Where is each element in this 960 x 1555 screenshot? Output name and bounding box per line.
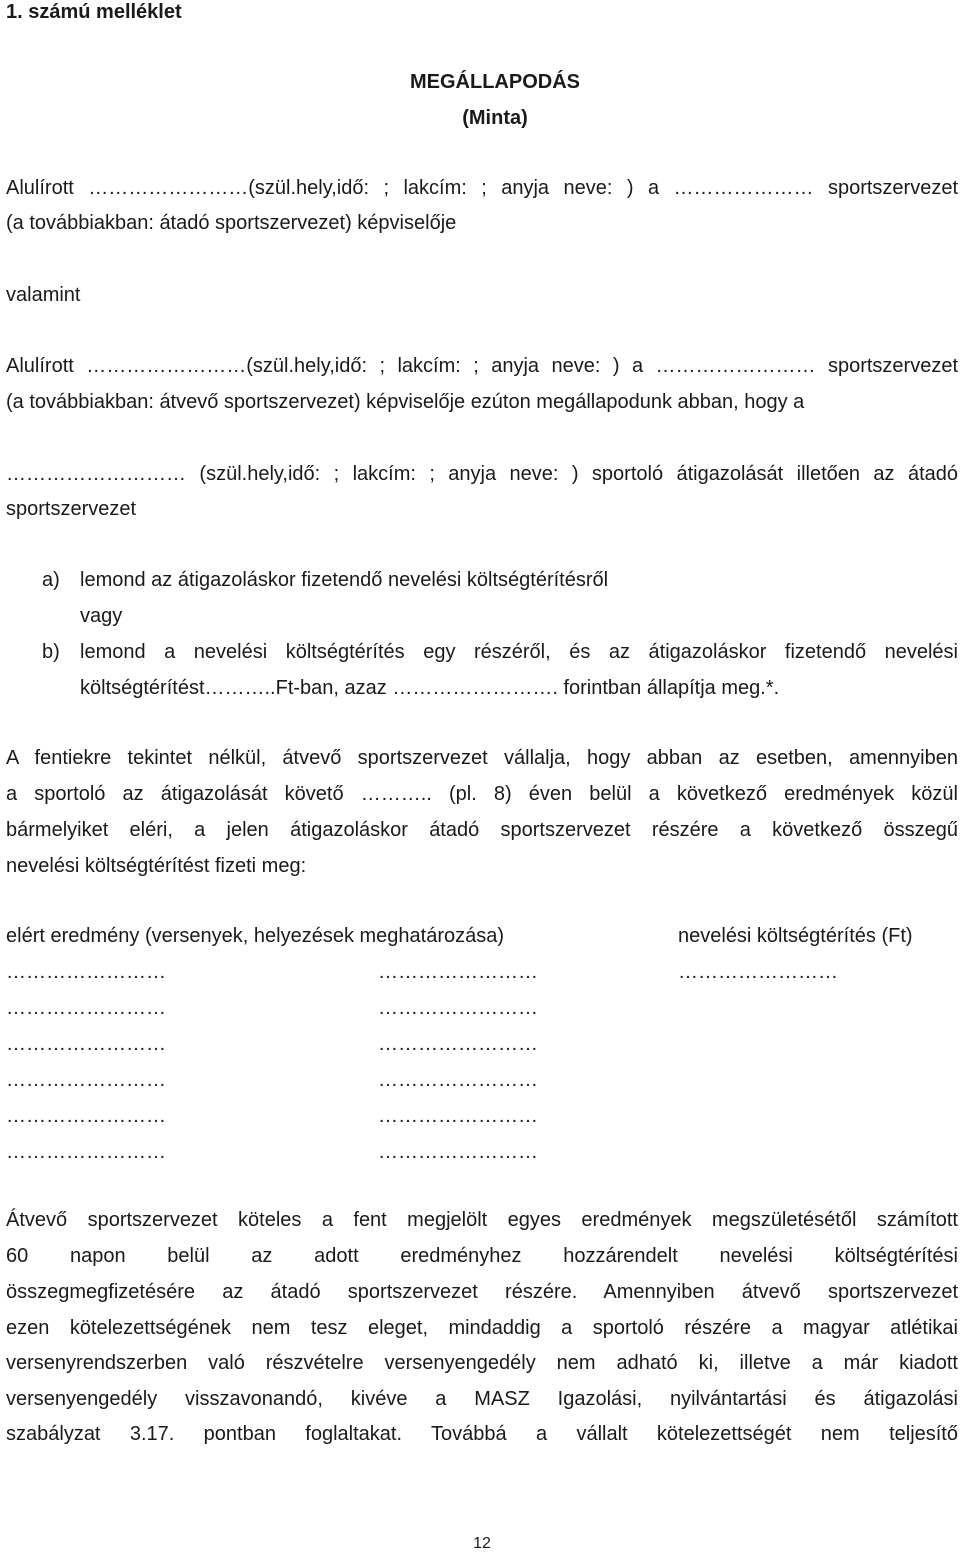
paragraph2-line3: összegmegfizetésére az átadó sportszervezet részére. Amennyiben átvevő sportszervezet bbox=[6, 1281, 958, 1303]
party1-line1: Alulírott ……………………(szül.hely,idő: ; lakcím: ; anyja neve: ) a ………………… sportszervezet bbox=[6, 177, 958, 199]
paragraph2-line5: versenyrendszerben való részvételre versenyengedély nem adható ki, illetve a már kiadott bbox=[6, 1352, 958, 1374]
table-cell: …………………… bbox=[6, 1069, 166, 1091]
table-cell: …………………… bbox=[378, 961, 538, 983]
athlete-line2: sportszervezet bbox=[6, 498, 137, 520]
document-title: MEGÁLLAPODÁS bbox=[410, 71, 580, 93]
annex-label: 1. számú melléklet bbox=[6, 1, 182, 23]
option-b-line1: lemond a nevelési költségtérítés egy részéről, és az átigazoláskor fizetendő nevelési bbox=[80, 641, 958, 663]
table-cell: …………………… bbox=[378, 1033, 538, 1055]
table-cell: …………………… bbox=[378, 1069, 538, 1091]
table-cell: …………………… bbox=[378, 1105, 538, 1127]
paragraph2-line4: ezen kötelezettségének nem tesz eleget, mindaddig a sportoló részére a magyar atlétikai bbox=[6, 1317, 958, 1339]
option-a-text: lemond az átigazoláskor fizetendő nevelési költségtérítésről bbox=[80, 569, 609, 591]
table-cell: …………………… bbox=[378, 997, 538, 1019]
document-subtitle: (Minta) bbox=[462, 107, 528, 129]
paragraph1-line3: bármelyiket eléri, a jelen átigazoláskor átadó sportszervezet részére a következő összegű bbox=[6, 819, 958, 841]
party2-line2: (a továbbiakban: átvevő sportszervezet) képviselője ezúton megállapodunk abban, hogy a bbox=[6, 391, 805, 413]
table-cell: …………………… bbox=[6, 1105, 166, 1127]
table-cell: …………………… bbox=[6, 1141, 166, 1163]
option-b-line2: költségtérítést………..Ft-ban, azaz ……………………. forintban állapítja meg.*. bbox=[80, 677, 780, 699]
paragraph2-line2: 60 napon belül az adott eredményhez hozzárendelt nevelési költségtérítési bbox=[6, 1245, 958, 1267]
athlete-line1: ……………………… (szül.hely,idő: ; lakcím: ; anyja neve: ) sportoló átigazolását illetően az átadó bbox=[6, 463, 958, 485]
page-number: 12 bbox=[473, 1535, 491, 1552]
paragraph2-line7: szabályzat 3.17. pontban foglaltakat. Továbbá a vállalt kötelezettségét nem teljesítő bbox=[6, 1423, 958, 1445]
option-or-word: vagy bbox=[80, 605, 123, 627]
option-a-marker: a) bbox=[42, 569, 60, 591]
party2-line1: Alulírott ……………………(szül.hely,idő: ; lakcím: ; anyja neve: ) a …………………… sportszervezet bbox=[6, 355, 958, 377]
and-word: valamint bbox=[6, 284, 81, 306]
paragraph2-line6: versenyengedély visszavonandó, kivéve a MASZ Igazolási, nyilvántartási és átigazolási bbox=[6, 1388, 958, 1410]
paragraph1-line2: a sportoló az átigazolását követő ……….. (pl. 8) éven belül a következő eredmények közül bbox=[6, 783, 958, 805]
table-cell: …………………… bbox=[6, 1033, 166, 1055]
table-header-result: elért eredmény (versenyek, helyezések meghatározása) bbox=[6, 925, 505, 947]
table-cell: …………………… bbox=[378, 1141, 538, 1163]
table-cell: …………………… bbox=[6, 961, 166, 983]
table-cell: …………………… bbox=[6, 997, 166, 1019]
option-b-marker: b) bbox=[42, 641, 60, 663]
paragraph2-line1: Átvevő sportszervezet köteles a fent megjelölt egyes eredmények megszületésétől számított bbox=[6, 1209, 958, 1231]
table-cell: …………………… bbox=[678, 961, 838, 983]
party1-line2: (a továbbiakban: átadó sportszervezet) képviselője bbox=[6, 212, 457, 234]
paragraph1-line1: A fentiekre tekintet nélkül, átvevő sportszervezet vállalja, hogy abban az esetben, amennyiben bbox=[6, 747, 958, 769]
table-header-fee: nevelési költségtérítés (Ft) bbox=[678, 925, 913, 947]
paragraph1-line4: nevelési költségtérítést fizeti meg: bbox=[6, 855, 307, 877]
